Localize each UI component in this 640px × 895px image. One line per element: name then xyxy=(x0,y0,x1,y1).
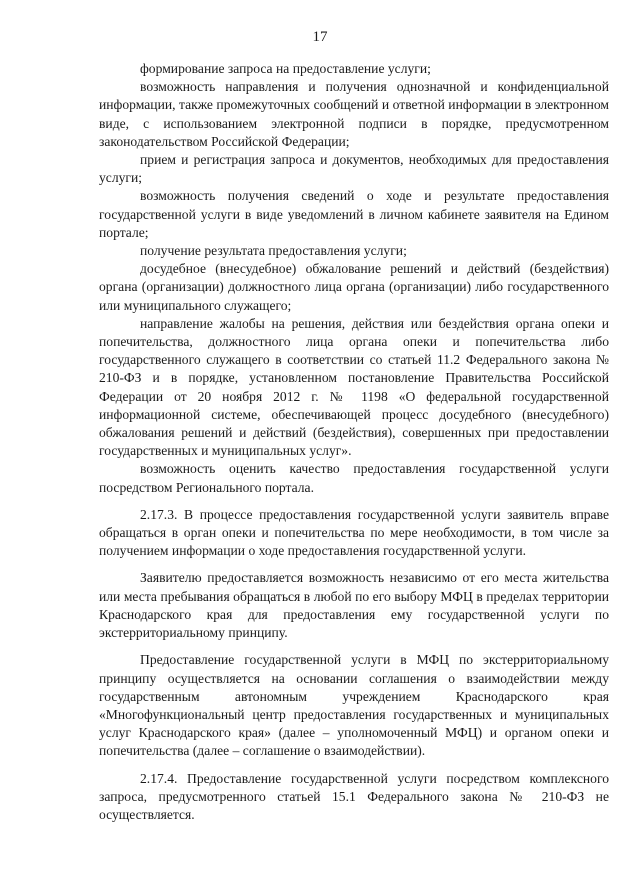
page-number: 17 xyxy=(312,29,328,45)
paragraph-extraterritorial-access: Заявителю предоставляется возможность независимо от его места жительства или места пребывания обращаться в любой по его выбору МФЦ в пределах территории Краснодарского края для предоставления ему государственной услуги по экстерриториальному принципу. xyxy=(99,570,609,641)
paragraph-confidential-info: возможность направления и получения однозначной и конфиденциальной информации, также промежуточных сообщений и ответной информации в электронном виде, с использованием электронной подписи в порядке, предусмотренном законодательством Российской Федерации; xyxy=(99,79,609,149)
paragraph-request-registration: прием и регистрация запроса и документов, необходимых для предоставления услуги; xyxy=(99,152,609,186)
paragraph-quality-evaluation: возможность оценить качество предоставления государственной услуги посредством Регионального портала. xyxy=(99,461,609,495)
paragraph-section-2-17-4: 2.17.4. Предоставление государственной услуги посредством комплексного запроса, предусмотренного статьей 15.1 Федерального закона № 210-ФЗ не осуществляется. xyxy=(99,770,609,822)
paragraph-receiving-result: получение результата предоставления услуги; xyxy=(140,243,407,259)
paragraph-mfc-agreement: Предоставление государственной услуги в МФЦ по экстерриториальному принципу осуществляется на основании соглашения о взаимодействии между государственным автономным учреждением Краснодарского края «Многофункциональный центр предоставления государственных и муниципальных услуг Краснодарского края» (далее – уполномоченный МФЦ) и органом опеки и попечительства (далее – соглашение о взаимодействии). xyxy=(99,652,609,759)
paragraph-section-2-17-3: 2.17.3. В процессе предоставления государственной услуги заявитель вправе обращаться в орган опеки и попечительства по мере необходимости, в том числе за получением информации о ходе предоставления государственной услуги. xyxy=(99,506,609,559)
paragraph-request-formation: формирование запроса на предоставление услуги; xyxy=(140,61,431,76)
paragraph-status-notifications: возможность получения сведений о ходе и результате предоставления государственной услуги в виде уведомлений в личном кабинете заявителя на Едином портале; xyxy=(99,188,609,240)
paragraph-complaint-submission: направление жалобы на решения, действия или бездействия органа опеки и попечительства, должностного лица органа опеки и попечительства либо государственного служащего в соответствии со статьей 11.2 Федерального закона № 210-ФЗ и в порядке, установленном постановление Правительства Российской Федерации от 20 ноября 2012 г. № 1198 «О федеральной государственной информационной системе, обеспечивающей процесс досудебного (внесудебного) обжалования решений и действий (бездействия), совершенных при предоставлении государственных и муниципальных услуг». xyxy=(99,315,609,459)
document-body xyxy=(99,60,609,824)
paragraph-pretrial-appeal: досудебное (внесудебное) обжалование решений и действий (бездействия) органа (организации) должностного лица органа (организации) либо государственного или муниципального служащего; xyxy=(99,261,609,313)
